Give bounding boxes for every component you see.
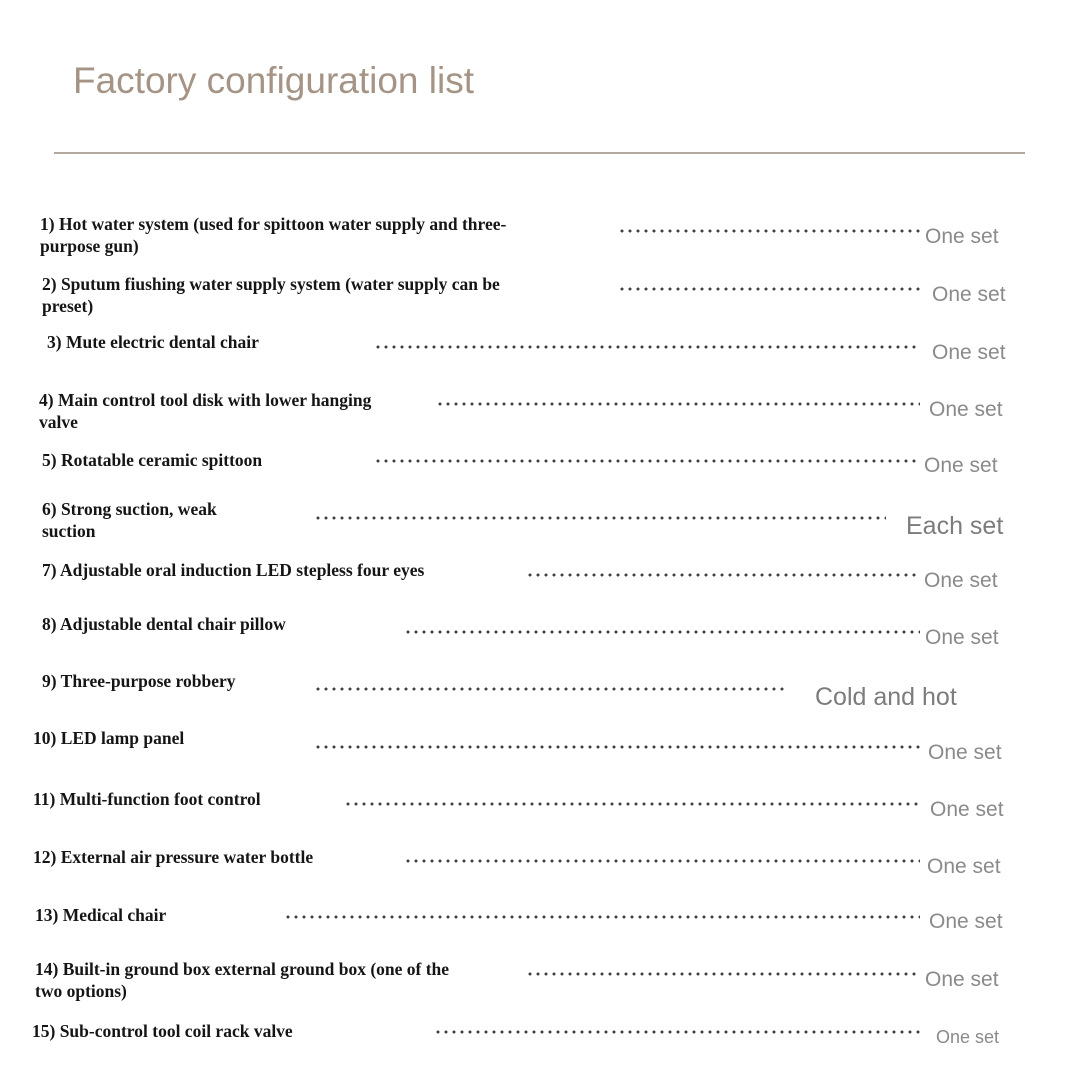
- config-item-number: 2): [42, 274, 57, 294]
- config-item-number: 5): [42, 450, 57, 470]
- config-item-label: [32, 1020, 293, 1042]
- config-item-label: [33, 788, 261, 810]
- dot-leader: [436, 399, 920, 409]
- config-item-text-line: valve: [39, 412, 78, 432]
- config-item-label: [47, 331, 259, 353]
- config-item-quantity: One set: [928, 741, 1002, 764]
- dot-leader: [526, 969, 920, 979]
- config-item-quantity: One set: [924, 569, 998, 592]
- config-item-quantity: One set: [927, 855, 1001, 878]
- dot-leader: [618, 284, 920, 294]
- dot-leader: [404, 627, 920, 637]
- config-item-number: 1): [40, 214, 55, 234]
- dot-leader: [284, 912, 920, 922]
- config-item-number: 4): [39, 390, 54, 410]
- config-item-text-line: Three-purpose robbery: [60, 671, 236, 691]
- config-item-number: 11): [33, 789, 56, 809]
- config-item-label: [35, 904, 166, 926]
- page-title: Factory configuration list: [73, 60, 475, 101]
- config-item-number: 9): [42, 671, 57, 691]
- config-item-label: [33, 727, 184, 749]
- config-item-quantity: One set: [932, 283, 1006, 306]
- config-item-quantity: One set: [930, 798, 1004, 821]
- config-item-text-line: Built-in ground box external ground box (one of the: [62, 959, 450, 979]
- config-item-quantity: One set: [929, 910, 1003, 933]
- dot-leader: [434, 1027, 920, 1037]
- config-item-label: [42, 273, 500, 317]
- config-item-number: 7): [42, 560, 57, 580]
- config-item-number: 13): [35, 905, 59, 925]
- config-item-quantity: One set: [925, 626, 999, 649]
- config-item-label: [42, 670, 235, 692]
- dot-leader: [374, 456, 920, 466]
- config-item-quantity: One set: [925, 968, 999, 991]
- config-item-text-line: Adjustable oral induction LED stepless four eyes: [60, 560, 425, 580]
- config-item-label: [35, 958, 449, 1002]
- config-item-text-line: two options): [35, 981, 127, 1001]
- config-item-text-line: External air pressure water bottle: [60, 847, 314, 867]
- config-item-quantity: One set: [924, 454, 998, 477]
- dot-leader: [618, 226, 920, 236]
- config-item-label: [42, 498, 217, 542]
- config-item-number: 12): [33, 847, 57, 867]
- config-item-text-line: Medical chair: [62, 905, 167, 925]
- config-item-label: [33, 846, 313, 868]
- dot-leader: [344, 799, 920, 809]
- dot-leader: [374, 342, 920, 352]
- dot-leader: [404, 856, 920, 866]
- config-item-text-line: suction: [42, 521, 96, 541]
- config-item-quantity: One set: [929, 398, 1003, 421]
- config-item-label: [42, 559, 424, 581]
- config-item-label: [39, 389, 371, 433]
- config-item-number: 10): [33, 728, 57, 748]
- config-item-label: [42, 449, 262, 471]
- config-item-text-line: Mute electric dental chair: [65, 332, 259, 352]
- dot-leader: [314, 742, 920, 752]
- config-item-quantity: One set: [932, 341, 1006, 364]
- config-item-text-line: Sub-control tool coil rack valve: [59, 1021, 293, 1041]
- config-item-quantity: Each set: [906, 512, 1004, 540]
- config-item-text-line: Strong suction, weak: [60, 499, 217, 519]
- config-item-text-line: purpose gun): [40, 236, 139, 256]
- config-item-text-line: Main control tool disk with lower hanging: [57, 390, 372, 410]
- config-item-text-line: LED lamp panel: [60, 728, 185, 748]
- dot-leader: [526, 570, 920, 580]
- config-item-number: 15): [32, 1021, 56, 1041]
- config-item-label: [40, 213, 506, 257]
- config-item-number: 14): [35, 959, 59, 979]
- config-item-text-line: Adjustable dental chair pillow: [60, 614, 286, 634]
- config-item-text-line: Hot water system (used for spittoon water supply and three-: [58, 214, 507, 234]
- config-item-label: [42, 613, 286, 635]
- config-item-number: 6): [42, 499, 57, 519]
- config-item-text-line: Sputum fiushing water supply system (water supply can be: [60, 274, 500, 294]
- config-item-text-line: preset): [42, 296, 94, 316]
- dot-leader: [314, 513, 886, 523]
- config-item-quantity: Cold and hot: [815, 683, 957, 711]
- config-item-number: 8): [42, 614, 57, 634]
- dot-leader: [314, 684, 788, 694]
- title-divider: [54, 152, 1025, 154]
- config-item-quantity: One set: [925, 225, 999, 248]
- config-item-text-line: Rotatable ceramic spittoon: [60, 450, 263, 470]
- config-item-quantity: One set: [936, 1027, 1000, 1047]
- config-item-number: 3): [47, 332, 62, 352]
- config-item-text-line: Multi-function foot control: [59, 789, 261, 809]
